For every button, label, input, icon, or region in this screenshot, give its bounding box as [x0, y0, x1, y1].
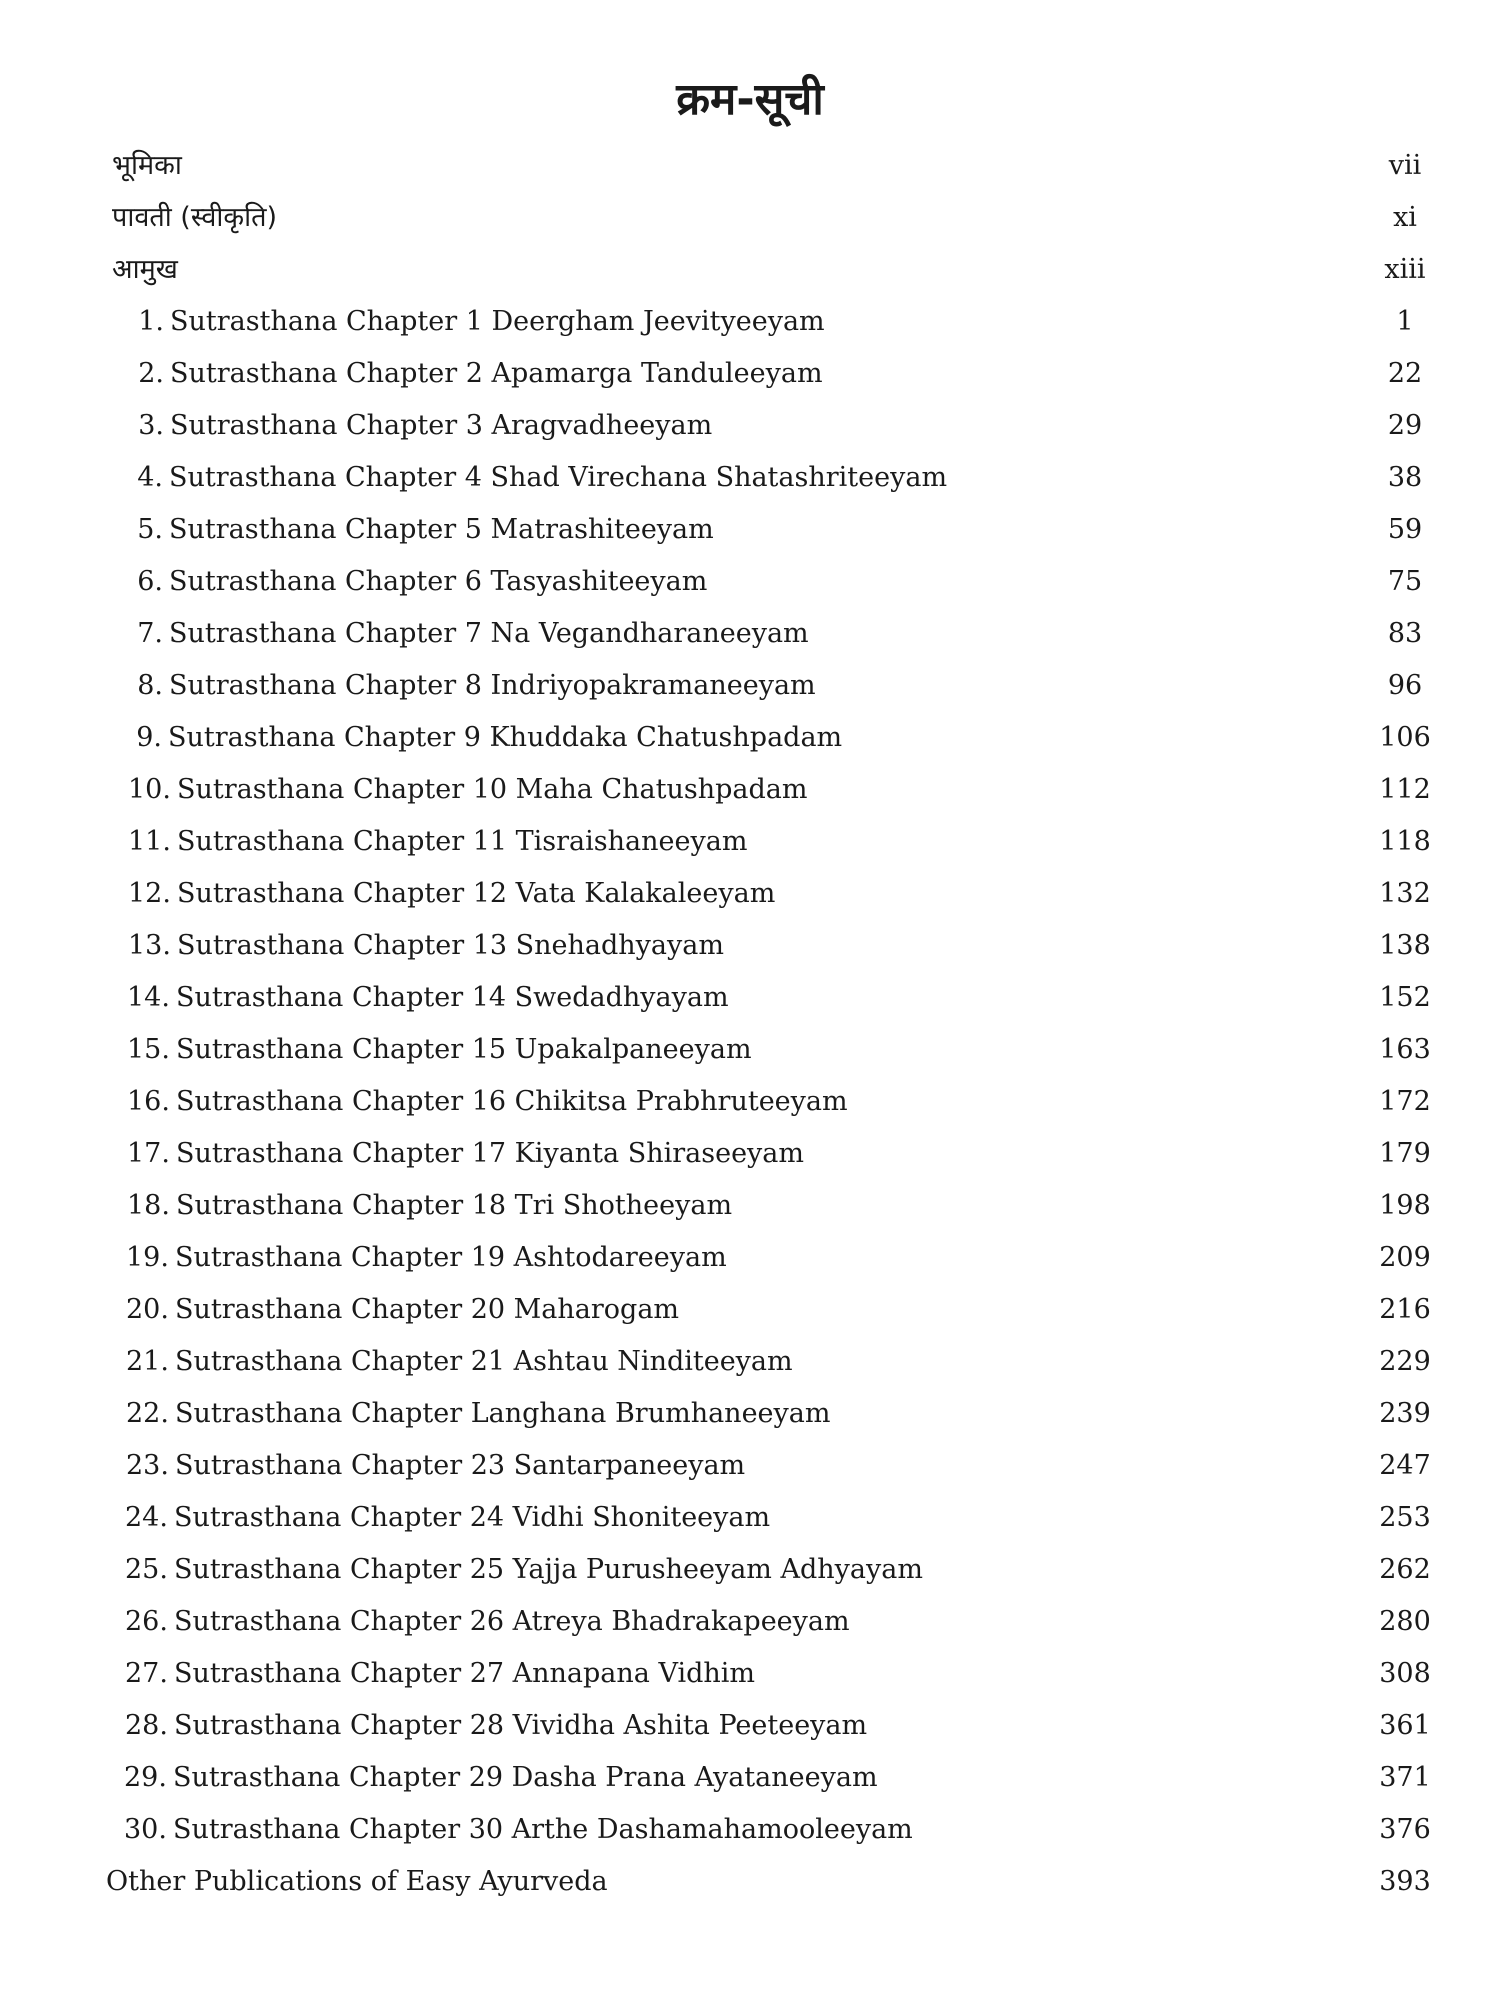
toc-entry-chapter [0, 1752, 1500, 1804]
toc-page-number: 163 [1379, 1034, 1431, 1065]
toc-entry-label: Sutrasthana Chapter 11 Tisraishaneeyam [176, 826, 748, 857]
toc-entry-text [128, 816, 747, 868]
page-title: क्रम-सूची [676, 74, 824, 125]
toc-page-number: 22 [1387, 358, 1423, 389]
toc-entry-text [127, 1076, 848, 1128]
toc-entry-chapter [0, 1440, 1500, 1492]
toc-chapter-number: 4. [137, 462, 163, 493]
toc-chapter-number: 18. [127, 1190, 170, 1221]
toc-entry-text [126, 1336, 793, 1388]
toc-chapter-number: 20. [126, 1294, 169, 1325]
toc-page-number: 209 [1379, 1242, 1431, 1273]
toc-entry-label: Sutrasthana Chapter 23 Santarpaneeyam [174, 1450, 746, 1481]
toc-entry-text [127, 1024, 752, 1076]
toc-chapter-number: 13. [128, 930, 171, 961]
toc-entry-chapter [0, 1128, 1500, 1180]
toc-entry-label: Sutrasthana Chapter 9 Khuddaka Chatushpadam [168, 722, 843, 753]
toc-chapter-number: 27. [125, 1658, 168, 1689]
toc-page-number: xiii [1384, 254, 1426, 285]
toc-entry-chapter [0, 348, 1500, 400]
toc-entry-text [125, 1544, 923, 1596]
toc-chapter-number: 21. [126, 1346, 169, 1377]
toc-entry-chapter [0, 1180, 1500, 1232]
toc-page-number: 1 [1396, 306, 1414, 337]
toc-entry-chapter [0, 1076, 1500, 1128]
toc-chapter-number: 3. [138, 410, 164, 441]
toc-page-number: 96 [1387, 670, 1423, 701]
toc-entry-text [129, 452, 947, 504]
toc-page-number: 376 [1379, 1814, 1431, 1845]
toc-entry-chapter [0, 1804, 1500, 1856]
toc-page-number: 38 [1387, 462, 1423, 493]
toc-entry-text [127, 1128, 804, 1180]
toc-entry-chapter [0, 972, 1500, 1024]
toc-entry-label: Sutrasthana Chapter 4 Shad Virechana Shatashriteeyam [169, 462, 948, 493]
toc-chapter-number: 19. [126, 1242, 169, 1273]
toc-entry-label: Sutrasthana Chapter 25 Yajja Purusheeyam Adhyayam [173, 1554, 923, 1585]
toc-entry-label: Sutrasthana Chapter 1 Deergham Jeevityeeyam [170, 306, 825, 337]
toc-chapter-number: 28. [125, 1710, 168, 1741]
toc-page-number: 216 [1379, 1294, 1431, 1325]
toc-page-number: 393 [1379, 1866, 1431, 1897]
toc-chapter-number: 8. [137, 670, 163, 701]
toc-entry-label: Sutrasthana Chapter 24 Vidhi Shoniteeyam [173, 1502, 771, 1533]
toc-entry-text [125, 1596, 850, 1648]
toc-entry-label: Sutrasthana Chapter 16 Chikitsa Prabhruteeyam [175, 1086, 848, 1117]
toc-entry-text [126, 1388, 830, 1440]
toc-entry-label: Sutrasthana Chapter 7 Na Vegandharaneeyam [169, 618, 809, 649]
toc-entry-label: आमुख [112, 254, 178, 285]
toc-page-number: 59 [1387, 514, 1423, 545]
toc-chapter-number: 6. [137, 566, 163, 597]
toc-entry-chapter [0, 1284, 1500, 1336]
toc-page-number: 361 [1379, 1710, 1431, 1741]
toc-page-number: 253 [1379, 1502, 1431, 1533]
toc-page-number: 83 [1387, 618, 1423, 649]
toc-page-number: 239 [1379, 1398, 1431, 1429]
toc-entry-chapter [0, 608, 1500, 660]
toc-entry-chapter [0, 920, 1500, 972]
toc-entry-chapter [0, 1024, 1500, 1076]
toc-entry-label: Sutrasthana Chapter 26 Atreya Bhadrakapeeyam [173, 1606, 850, 1637]
toc-entry-text [128, 764, 807, 816]
toc-entry-text [130, 348, 823, 400]
toc-chapter-number: 12. [128, 878, 171, 909]
toc-entry-label: Sutrasthana Chapter 15 Upakalpaneeyam [175, 1034, 752, 1065]
toc-page-number: 118 [1379, 826, 1431, 857]
toc-entry-text [125, 1492, 770, 1544]
toc-page-number: 198 [1379, 1190, 1431, 1221]
toc-chapter-number: 26. [125, 1606, 168, 1637]
toc-entry-label: Sutrasthana Chapter 12 Vata Kalakaleeyam [176, 878, 776, 909]
toc-page-number: xi [1393, 202, 1417, 233]
toc-entry-label: पावती (स्वीकृति) [112, 202, 278, 233]
toc-entry-chapter [0, 660, 1500, 712]
toc-page-number: 29 [1387, 410, 1423, 441]
toc-page-number: 179 [1379, 1138, 1431, 1169]
toc-chapter-number: 7. [137, 618, 163, 649]
toc-page-number: 132 [1379, 878, 1431, 909]
toc-entry-label: भूमिका [112, 150, 182, 181]
toc-entry-text [126, 1232, 727, 1284]
toc-entry-chapter [0, 1700, 1500, 1752]
toc-entry-text [128, 868, 775, 920]
toc-entry-label: Sutrasthana Chapter 13 Snehadhyayam [176, 930, 724, 961]
toc-page-number: 308 [1379, 1658, 1431, 1689]
toc-entry-front-matter [0, 244, 1500, 296]
toc-entry-text [128, 920, 724, 972]
toc-entry-chapter [0, 1336, 1500, 1388]
toc-entry-text [124, 1752, 878, 1804]
toc-chapter-number: 29. [124, 1762, 167, 1793]
toc-entry-label: Sutrasthana Chapter 2 Apamarga Tanduleeyam [170, 358, 823, 389]
toc-page-number: 75 [1387, 566, 1423, 597]
toc-entry-text [125, 1648, 755, 1700]
toc-entry-chapter [0, 712, 1500, 764]
toc-chapter-number: 15. [127, 1034, 170, 1065]
toc-entry-text [127, 972, 729, 1024]
toc-entry-label: Sutrasthana Chapter 8 Indriyopakramaneeyam [169, 670, 816, 701]
toc-entry-label: Sutrasthana Chapter 10 Maha Chatushpadam [176, 774, 808, 805]
toc-page-number: 106 [1379, 722, 1431, 753]
toc-entry-text [129, 660, 816, 712]
toc-chapter-number: 2. [138, 358, 164, 389]
toc-chapter-number: 24. [125, 1502, 168, 1533]
toc-entry-chapter [0, 1648, 1500, 1700]
toc-entry-text [130, 400, 712, 452]
toc-entry-text [129, 556, 707, 608]
table-of-contents [0, 140, 1500, 1900]
toc-chapter-number: 30. [124, 1814, 167, 1845]
toc-entry-label: Other Publications of Easy Ayurveda [106, 1866, 608, 1897]
toc-entry-chapter [0, 1492, 1500, 1544]
toc-entry-chapter [0, 764, 1500, 816]
toc-page-number: 138 [1379, 930, 1431, 961]
toc-entry-label: Sutrasthana Chapter 6 Tasyashiteeyam [169, 566, 708, 597]
toc-entry-chapter [0, 1388, 1500, 1440]
toc-entry-text [128, 712, 842, 764]
toc-entry-chapter [0, 296, 1500, 348]
toc-entry-front-matter [0, 140, 1500, 192]
toc-entry-label: Sutrasthana Chapter 18 Tri Shotheeyam [175, 1190, 733, 1221]
toc-chapter-number: 14. [127, 982, 170, 1013]
toc-page-number: 152 [1379, 982, 1431, 1013]
toc-entry-text [126, 1440, 745, 1492]
toc-page-number: 172 [1379, 1086, 1431, 1117]
toc-entry-chapter [0, 452, 1500, 504]
toc-entry-front-matter [0, 192, 1500, 244]
toc-entry-text [125, 1700, 867, 1752]
toc-entry-text [126, 1284, 679, 1336]
toc-chapter-number: 16. [127, 1086, 170, 1117]
toc-entry-label: Sutrasthana Chapter 19 Ashtodareeyam [174, 1242, 727, 1273]
toc-entry-label: Sutrasthana Chapter Langhana Brumhaneeyam [174, 1398, 831, 1429]
toc-page-number: 371 [1379, 1762, 1431, 1793]
toc-chapter-number: 11. [128, 826, 171, 857]
toc-entry-label: Sutrasthana Chapter 27 Annapana Vidhim [173, 1658, 756, 1689]
toc-entry-chapter [0, 1232, 1500, 1284]
toc-chapter-number: 5. [137, 514, 163, 545]
toc-entry-chapter [0, 400, 1500, 452]
toc-chapter-number: 23. [126, 1450, 169, 1481]
toc-entry-back-matter [0, 1856, 1500, 1908]
toc-chapter-number: 22. [126, 1398, 169, 1429]
toc-chapter-number: 17. [127, 1138, 170, 1169]
toc-entry-label: Sutrasthana Chapter 5 Matrashiteeyam [169, 514, 714, 545]
toc-chapter-number: 1. [138, 306, 164, 337]
toc-page-number: 229 [1379, 1346, 1431, 1377]
toc-entry-text [124, 1804, 913, 1856]
toc-page-number: vii [1388, 150, 1422, 181]
toc-chapter-number: 10. [128, 774, 171, 805]
toc-entry-label: Sutrasthana Chapter 20 Maharogam [174, 1294, 680, 1325]
toc-entry-text [130, 296, 825, 348]
toc-entry-label: Sutrasthana Chapter 17 Kiyanta Shiraseeyam [175, 1138, 805, 1169]
toc-entry-chapter [0, 1544, 1500, 1596]
toc-page-number: 112 [1379, 774, 1431, 805]
toc-entry-label: Sutrasthana Chapter 29 Dasha Prana Ayataneeyam [172, 1762, 878, 1793]
toc-page-number: 280 [1379, 1606, 1431, 1637]
toc-entry-text [127, 1180, 732, 1232]
toc-entry-label: Sutrasthana Chapter 14 Swedadhyayam [175, 982, 729, 1013]
toc-entry-chapter [0, 816, 1500, 868]
toc-entry-label: Sutrasthana Chapter 21 Ashtau Ninditeeyam [174, 1346, 793, 1377]
toc-entry-chapter [0, 556, 1500, 608]
toc-entry-text [129, 608, 809, 660]
toc-entry-text [129, 504, 714, 556]
toc-entry-chapter [0, 504, 1500, 556]
toc-entry-label: Sutrasthana Chapter 28 Vividha Ashita Peeteeyam [173, 1710, 868, 1741]
toc-entry-chapter [0, 1596, 1500, 1648]
toc-chapter-number: 9. [136, 722, 162, 753]
toc-entry-chapter [0, 868, 1500, 920]
toc-entry-label: Sutrasthana Chapter 30 Arthe Dashamahamooleeyam [172, 1814, 913, 1845]
toc-page-number: 247 [1379, 1450, 1431, 1481]
toc-page-number: 262 [1379, 1554, 1431, 1585]
toc-chapter-number: 25. [125, 1554, 168, 1585]
toc-entry-label: Sutrasthana Chapter 3 Aragvadheeyam [170, 410, 713, 441]
